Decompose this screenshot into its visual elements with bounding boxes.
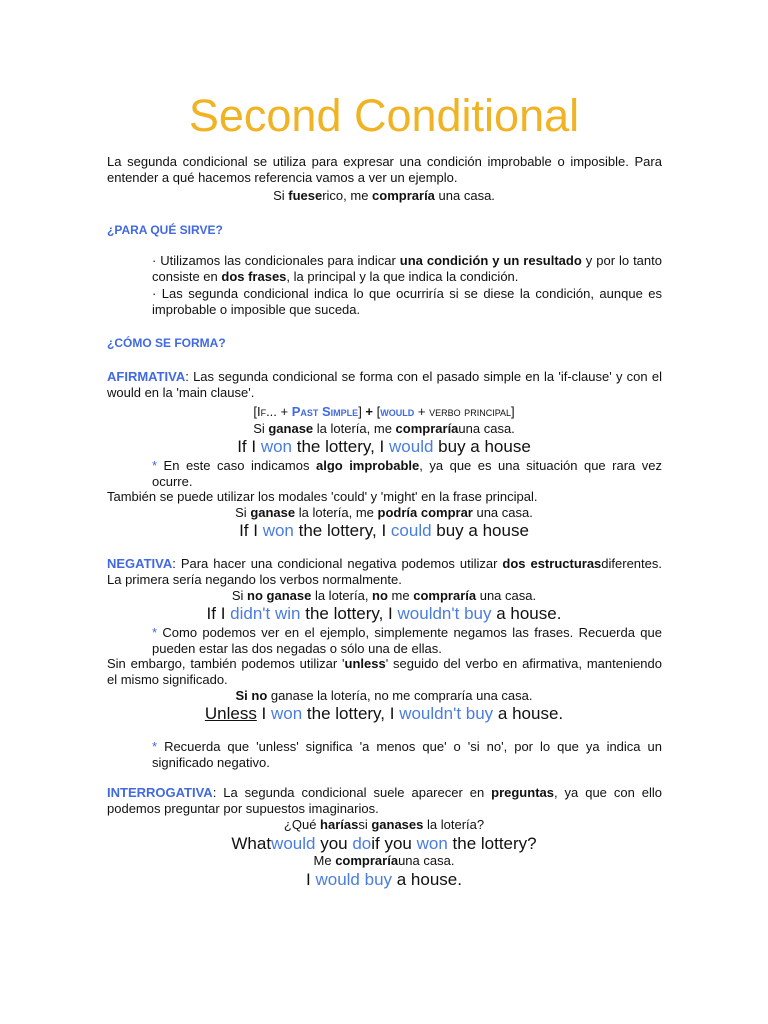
heading-para-que: ¿PARA QUÉ SIRVE? [107,223,223,237]
answer-en: I would buy a house. [306,870,462,889]
unless-example-en: Unless I won the lottery, I wouldn't buy a house. [204,704,564,723]
question-en: Whatwould you doif you won the lottery? [231,834,537,853]
negativa-label: NEGATIVA [107,556,173,571]
afirmativa-label: AFIRMATIVA [107,369,186,384]
negativa-example-en: If I didn't win the lottery, I wouldn't buy a house. [206,604,562,623]
example-es-1: Si ganase la lotería, me compraríauna casa. [253,421,515,436]
example-en-2: If I won the lottery, I could buy a house [239,521,529,540]
intro-line-1: La segunda condicional se utiliza para expresar una condición improbable o imposible. [107,154,629,169]
intro-line-2: Para entender a qué hacemos referencia vamos a ver un ejemplo. [107,154,662,185]
note-improbable: * En este caso indicamos algo improbable, ya que es una situación que rara vez ocurre. [152,458,662,489]
negativa-paragraph: NEGATIVA: Para hacer una condicional negativa podemos utilizar dos estructurasdiferentes. La primera sería negando los verbos normalmente. [107,556,662,587]
answer-es: Me compraríauna casa. [313,853,455,868]
negativa-note: * Como podemos ver en el ejemplo, simplemente negamos las frases. Recuerda que pueden estar las dos negadas o sólo una de ellas. [152,625,662,656]
heading-como: ¿CÓMO SE FORMA? [107,336,226,350]
formula-afirmativa: [If... + Past Simple] + [would + verbo principal] [253,404,515,419]
question-es: ¿Qué haríassi ganases la lotería? [283,817,485,832]
unless-note: * Recuerda que 'unless' significa 'a menos que' o 'si no', por lo que ya indica un significado negativo. [152,739,662,770]
intro-example: Si fueserico, me compraría una casa. [273,188,495,203]
example-es-2: Si ganase la lotería, me podría comprar una casa. [235,505,533,520]
page-title: Second Conditional [188,90,580,141]
unless-example-es: Si no ganase la lotería, no me compraría una casa. [235,688,533,703]
intro-paragraph [107,154,662,186]
afirmativa-paragraph: AFIRMATIVA: Las segunda condicional se forma con el pasado simple en la 'if-clause' y con el would en la 'main clause'. [107,369,662,400]
modals-paragraph: También se puede utilizar los modales 'could' y 'might' en la frase principal. [107,489,538,504]
example-en-1: If I won the lottery, I would buy a house [237,437,531,456]
bullet-1: · Utilizamos las condicionales para indicar una condición y un resultado y por lo tanto consiste en dos frases, la principal y la que indica la condición. [152,253,662,284]
unless-paragraph: Sin embargo, también podemos utilizar 'unless' seguido del verbo en afirmativa, manteniendo el mismo significado. [107,656,663,687]
interrogativa-label: INTERROGATIVA [107,785,213,800]
bullet-2: · Las segunda condicional indica lo que ocurriría si se diese la condición, aunque es improbable o imposible que suceda. [152,286,662,317]
interrogativa-paragraph: INTERROGATIVA: La segunda condicional suele aparecer en preguntas, ya que con ello podemos preguntar por supuestos imaginarios. [107,785,662,816]
negativa-example-es: Si no ganase la lotería, no me compraría una casa. [231,588,537,603]
